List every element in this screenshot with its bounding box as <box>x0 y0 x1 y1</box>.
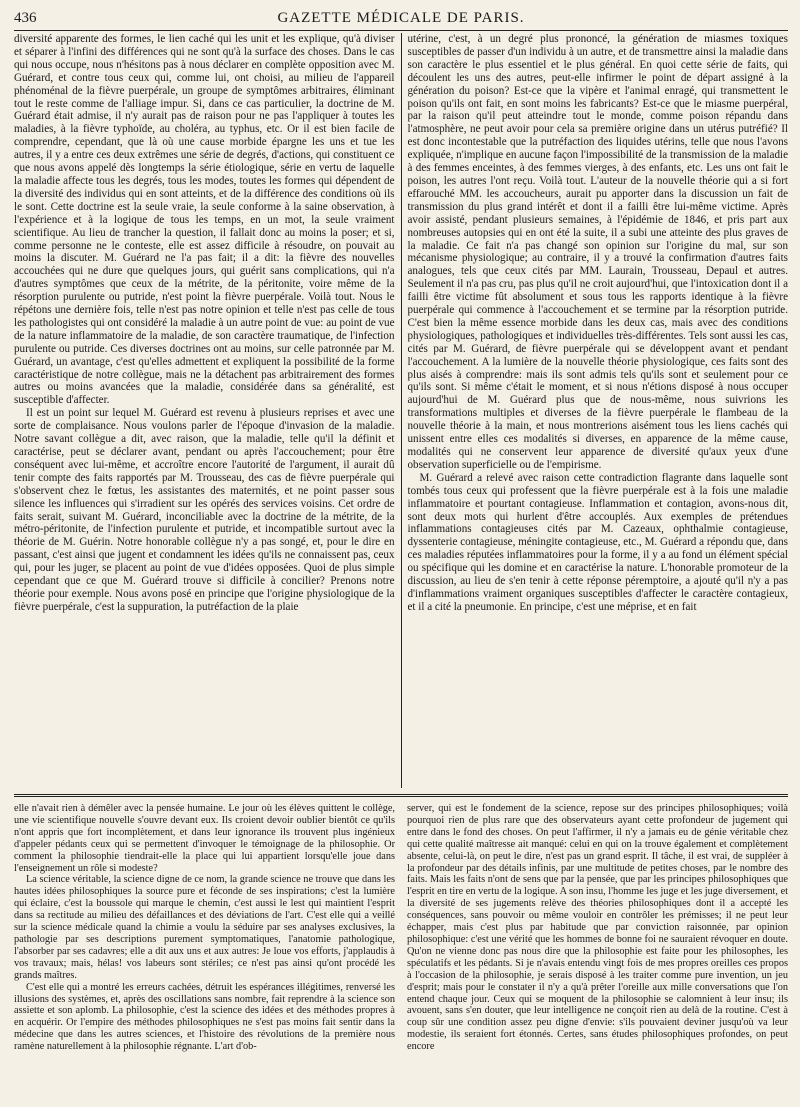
upper-article <box>14 33 788 788</box>
upper-right-column <box>402 33 789 788</box>
page-header <box>14 10 788 30</box>
section-separator <box>14 794 788 797</box>
lower-right-column <box>401 803 788 1103</box>
page-number: 436 <box>14 10 37 26</box>
journal-title: GAZETTE MÉDICALE DE PARIS. <box>277 10 525 26</box>
upper-left-column <box>14 33 402 788</box>
paragraph: elle n'avait rien à démêler avec la pensée humaine. Le jour où les élèves quittent le collège, une vie scientifique nouvelle s'ouvre devant eux. Ils croient devoir oublier bientôt ce qu'ils n'ont appris que fort incomplètement, et dans leur ignorance ils trouvent plus ingénieux d'appeler pédants ceux qui se permettent d'invoquer le témoignage de la philosophie. Or comment la philosophie tiendrait-elle la place qui lui appartient lorsqu'elle joue dans l'enseignement un rôle si modeste? <box>14 803 395 874</box>
paragraph: server, qui est le fondement de la science, repose sur des principes philosophiques; voilà pourquoi rien de plus rare que des observateurs ayant cette profondeur de jugement qui entre dans le fond des choses. On peut l'affirmer, il n'y a jamais eu de génie véritable chez qui cette qualité maîtresse ait manqué: celui en qui on la trouve également et complètement absente, celui-là, on peut le dire, n'est pas un grand esprit. Il tâche, il est vrai, de suppléer à la profondeur par des détails infinis, par une multitude de petites choses, par le nombre des faits. Mais les faits n'ont de sens que par la pensée, que par les principes philosophiques que l'esprit en tire en vertu de la logique. A son insu, l'homme les juge et les juge diversement, et la diversité de ses jugements relève des théories philosophiques dont il a accepté les conséquences, sans pouvoir ou même vouloir en contrôler les prémisses; il ne peut leur échapper, mais c'est plus par habitude que par conviction raisonnée, par opinion philosophique: c'est une vérité que les hommes de bonne foi ne sauraient révoquer en doute. Qu'on ne vienne donc pas nous dire que la philosophie est faite pour les philosophes, les spéculatifs et les pédants. Si je n'avais entendu vingt fois de mes propres oreilles ces propos à l'occasion de la philosophie, je serais disposé à les traiter comme pure invention, un jeu d'esprit; mais pour le constater il n'y a qu'à prêter l'oreille aux mille conversations que l'on entend chaque jour. Ceux qui se moquent de la philosophie se calomnient à leur insu; ils avouent, sans s'en douter, que leur intelligence ne conçoit rien au delà de la routine. C'est à coup sûr une condition assez peu digne d'envie: s'ils pouvaient deviner jusqu'où va leur modestie, ils seraient fort étonnés. Certes, sans études philosophiques profondes, on peut encore <box>407 803 788 1053</box>
lower-left-column <box>14 803 401 1103</box>
paragraph: La science véritable, la science digne de ce nom, la grande science ne trouve que dans les hautes idées philosophiques la source pure et féconde de ses inspirations; c'est la lumière qui éclaire, c'est la boussole qui marque le chemin, c'est aussi le lest qui maintient l'esprit dans sa rectitude au milieu des défaillances et des déviations de l'art. C'est elle qui a veillé sur la science médicale quand la chimie a voulu la séduire par ses analyses exclusives, la pathologie par ses descriptions purement symptomatiques, l'anatomie pathologique, l'absorber par ses cadavres; elle a dit aux uns et aux autres: Je loue vos efforts, j'applaudis à vos travaux; mais, hélas! vos labeurs sont stériles; ce n'est pas ainsi qu'ont procédé les grands maîtres. <box>14 874 395 981</box>
paragraph: utérine, c'est, à un degré plus prononcé, la génération de miasmes toxiques susceptibles de passer d'un individu à un autre, et de transmettre ainsi la maladie dans son caractère le plus essentiel et le plus général. En quoi cette série de faits, qui découlent les uns des autres, peut-elle infirmer le point de départ assigné à la génération du poison? Est-ce que la vipère et l'animal enragé, qui transmettent le poison qu'ils ont fait, en sont moins les fabricants? Est-ce que le miasme puerpéral, par la raison qu'il peut atteindre tout le monde, comme poison répandu dans l'atmosphère, ne peut avoir pour cela sa première origine dans un utérus putréfié? Il est donc incontestable que la putréfaction des liquides utérins, telle que nous l'avons expliquée, n'implique en aucune façon l'impossibilité de la transmission de la maladie à des femmes enceintes, à des femmes vierges, à des enfants, etc. Les uns ont fait le poison, les autres l'ont reçu. Voilà tout. L'auteur de la nouvelle théorie qui a si fort effarouché MM. les accoucheurs, aurait pu apporter dans la discussion un fait de transmission du plus grand intérêt et dont il a failli être lui-même victime. Après avoir assisté, pendant plusieurs semaines, à l'épidémie de 1846, et pris part aux nombreuses autopsies qui en ont été la suite, il a subi une atteinte des plus graves de la maladie. Ce fait n'a pas changé son opinion sur l'origine du mal, sur son mécanisme physiologique; au contraire, il y a trouvé la confirmation d'autres faits analogues, tels que ceux cités par MM. Laurain, Trousseau, Depaul et autres. Seulement il n'a pas cru, pas plus qu'il ne croit aujourd'hui, que l'intoxication dont il a failli être victime fût absolument et sous tous les rapports identique à la fièvre puerpérale qui commence à l'accouchement et se termine par la résorption putride. C'est bien la même essence morbide dans les deux cas, mais avec des conditions physiologiques, pathologiques et individuelles très-différentes. Tels sont aussi les cas, cités par M. Guérard, de fièvre puerpérale qui se développent avant et pendant l'accouchement. A la lumière de la nouvelle théorie physiologique, ces faits sont des plus aisés à comprendre: mais ils sont admis tels qu'ils sont et seulement pour ce qu'ils sont. Si même c'était le moment, et si nous n'étions disposé à nous occuper aujourd'hui de M. Guérard plus que de nous-même, nous suivrions les transformations multiples et diverses de la fièvre puerpérale le flambeau de la nouvelle théorie à la main, et nous montrerions aisément tous les liens cachés qui unissent entre elles ces modalités si diverses, en apparence de la même cause, modalités qui ne conservent leur apparence de diversité qu'aux yeux d'une observation superficielle ou de l'empirisme. <box>407 33 788 471</box>
paragraph: C'est elle qui a montré les erreurs cachées, détruit les espérances illégitimes, renversé les illusions des systèmes, et, après des oscillations sans nombre, fait reprendre à la science son assiette et son aplomb. La philosophie, c'est la science des idées et des méthodes propres à en acquérir. Or l'empire des méthodes philosophiques ne s'est pas moins fait sentir dans la médecine que dans les autres sciences, et l'histoire des révolutions de la première nous ramène naturellement à la philosophie régnante. L'art d'ob- <box>14 981 395 1053</box>
lower-feuilleton <box>14 803 788 1103</box>
header-rule <box>14 30 788 31</box>
paragraph: M. Guérard a relevé avec raison cette contradiction flagrante dans laquelle sont tombés tous ceux qui professent que la fièvre puerpérale est à la fois une maladie inflammatoire et pourtant contagieuse. Inflammation et contagion, avons-nous dit, sont deux mots qui hurlent d'être accouplés. Aux exemples de prétendues inflammations contagieuses cités par M. Cazeaux, ophthalmie contagieuse, dyssenterie contagieuse, méningite contagieuse, etc., M. Guérard a répondu que, dans ces maladies réputées inflammatoires pour la forme, il y a au fond un élément spécial ou spécifique qui les domine et en caractérise la nature. L'honorable promoteur de la discussion, au lieu de s'en tenir à cette réponse péremptoire, a ajouté qu'il n'y a pas d'inflammations vraiment organiques susceptibles d'affecter le caractère contagieux, et il a cité la pneumonie. En principe, c'est une méprise, et en fait <box>407 471 788 613</box>
paragraph: diversité apparente des formes, le lien caché qui les unit et les explique, qu'à diviser et séparer à l'infini des différences qui ne sont qu'à la surface des choses. Dans le cas qui nous occupe, nous n'hésitons pas à nous déclarer en complète opposition avec M. Guérard, et contre tous ceux qui, comme lui, ont choisi, au milieu de l'appareil phénoménal de la fièvre puerpérale, un groupe de symptômes arbitraires, éliminant tout le reste comme de l'alliage impur. Si, dans ce cas particulier, la doctrine de M. Guérard était admise, il n'y aurait pas de raison pour ne pas l'appliquer à toutes les maladies, à la fièvre typhoïde, au choléra, au typhus, etc. Or il est bien facile de comprendre, cependant, que là où une cause morbide épargne les uns et tue les autres, il y a entre ces deux extrêmes une série de degrés, d'actions, qui constituent ce que nous avons appelé dès longtemps la série étiologique, série en vertu de laquelle la maladie affecte tous les degrés, tous les modes, toutes les formes qui dépendent de la diversité des individus qui en sont atteints, et de la différence des conditions où ils le sont. Cette doctrine est la seule vraie, la seule conforme à la saine observation, à l'expérience et à la logique de tous les temps, en un mot, la seule vraiment scientifique. Au lieu de trancher la question, il fallait donc au moins la poser; et si, comme personne ne le conteste, elle est assez difficile à résoudre, on pouvait au moins la discuter. M. Guérard ne l'a pas fait; il a dit: la fièvre des nouvelles accouchées qui ne dure que quelques jours, qui guérit sans complications, qui n'a d'autres symptômes que ceux de la métrite, de la péritonite, voire même de la résorption purulente ou putride, n'est point la fièvre puerpérale. Voilà tout. Nous le répétons une dernière fois, telle n'est pas notre opinion et telle n'est pas celle de tous les pathologistes qui ont considéré la maladie à un autre point de vue: au point de vue de la nature inflammatoire de la maladie, de son caractère traumatique, de l'infection purulente ou putride. Ces diverses doctrines ont au moins, sur celle patronnée par M. Guérard, un avantage, c'est qu'elles admettent et expliquent la possibilité de la forme caractéristique de notre collègue, mais ne la détachent pas arbitrairement des formes autres ou moins avancées que la maladie, considérée dans sa généralité, est susceptible d'affecter. <box>14 33 395 407</box>
paragraph: Il est un point sur lequel M. Guérard est revenu à plusieurs reprises et avec une sorte de complaisance. Nous voulons parler de l'époque d'invasion de la maladie. Notre savant collègue a dit, avec raison, que la maladie, telle qu'il la définit et caractérise, peut se déclarer avant, pendant ou après l'accouchement; pour être conséquent avec lui-même, et accroître encore l'autorité de l'argument, il aurait dû tenir compte des faits rapportés par M. Trousseau, des cas de fièvre puerpérale qui s'observent chez le fœtus, les assistantes des maternités, et ne point passer sous silence les influences qui s'irradient sur les opérés des services voisins. Cet ordre de faits serait, suivant M. Guérard, inconciliable avec la doctrine de la métrite, de la métro-péritonite, de l'infection purulente et putride, et incompatible surtout avec la théorie de M. Guérin. Notre honorable collègue n'y a pas songé, et, pour le dire en passant, c'est ainsi que jugent et condamnent les idées qu'ils ne connaissent pas, ceux qui, pour les juger, se placent au point de vue d'idées opposées. Quoi de plus simple cependant que ce que M. Guérard trouve si difficile à concilier? Prenons notre théorie pour exemple. Nous avons posé en principe que l'origine physiologique de la fièvre puerpérale, c'est la suppuration, la putréfaction de la plaie <box>14 407 395 613</box>
